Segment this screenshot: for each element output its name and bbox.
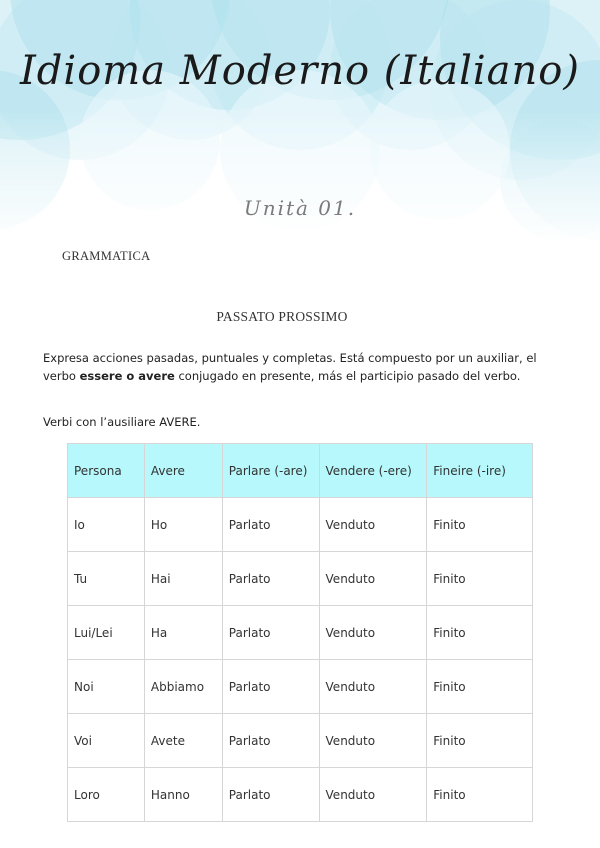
column-header: Fineire (-ire) [427,444,533,498]
table-cell: Ha [144,606,222,660]
table-cell: Avete [144,714,222,768]
table-cell: Noi [68,660,145,714]
table-cell: Venduto [319,606,427,660]
table-cell: Ho [144,498,222,552]
table-row [68,552,533,606]
table-cell: Finito [427,606,533,660]
table-cell: Abbiamo [144,660,222,714]
table-cell: Hanno [144,768,222,822]
table-cell: Tu [68,552,145,606]
table-cell: Venduto [319,660,427,714]
table-cell: Parlato [222,606,319,660]
table-row [68,660,533,714]
table-header-row [68,444,533,498]
table-cell: Io [68,498,145,552]
table-cell: Parlato [222,498,319,552]
column-header: Avere [144,444,222,498]
table-cell: Parlato [222,552,319,606]
table-cell: Parlato [222,714,319,768]
description-paragraph [43,349,563,385]
description-text-2: conjugado en presente, más el participio pasado del verbo. [174,369,521,383]
column-header: Persona [68,444,145,498]
table-cell: Loro [68,768,145,822]
table-cell: Finito [427,498,533,552]
table-cell: Lui/Lei [68,606,145,660]
table-cell: Hai [144,552,222,606]
table-cell: Venduto [319,768,427,822]
table-row [68,606,533,660]
page-title: Idioma Moderno (Italiano) [20,48,580,94]
column-header: Parlare (-are) [222,444,319,498]
description-bold-text: essere o avere [79,369,175,383]
table-cell: Venduto [319,498,427,552]
table-cell: Finito [427,714,533,768]
table-cell: Finito [427,660,533,714]
topic-heading: PASSATO PROSSIMO [216,309,348,324]
table-row [68,498,533,552]
table-row [68,768,533,822]
table-cell: Venduto [319,714,427,768]
unit-label: Unità 01. [243,196,357,220]
section-label: GRAMMATICA [62,249,151,263]
table-cell: Venduto [319,552,427,606]
table-row [68,714,533,768]
table-subheading: Verbi con l’ausiliare AVERE. [43,415,201,429]
table-cell: Finito [427,768,533,822]
conjugation-table [67,443,533,822]
table-cell: Parlato [222,660,319,714]
column-header: Vendere (-ere) [319,444,427,498]
description-text-1: Expresa acciones pasadas, puntuales y completas. Está compuesto por un auxiliar, el verbo [43,351,537,383]
table-cell: Finito [427,552,533,606]
table-cell: Voi [68,714,145,768]
table-cell: Parlato [222,768,319,822]
